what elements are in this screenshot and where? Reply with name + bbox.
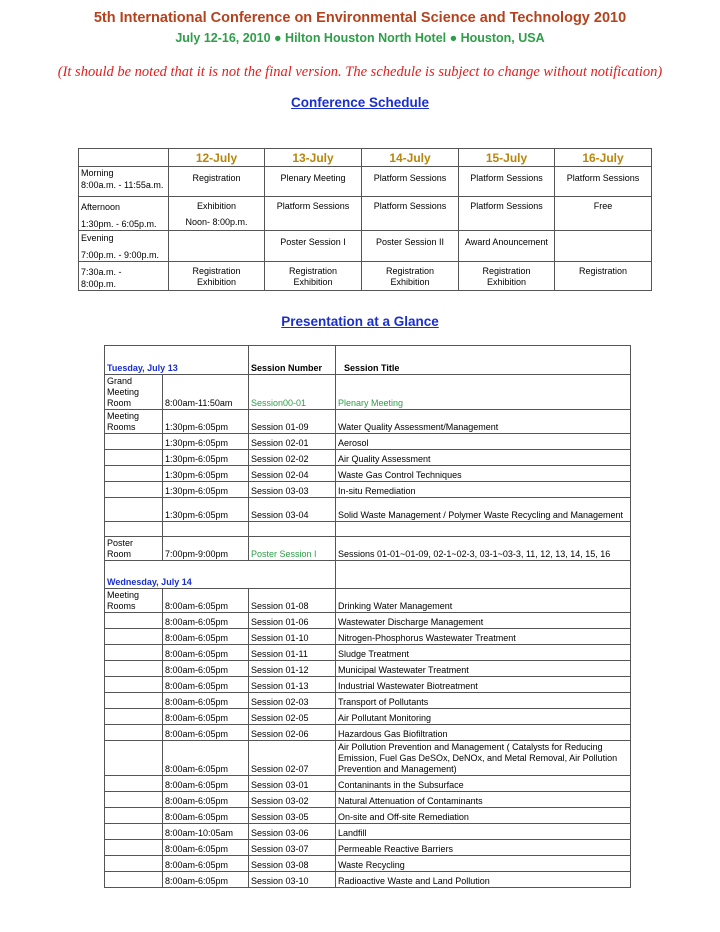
conference-title: 5th International Conference on Environmental Science and Technology 2010 [93,10,627,26]
table-row [105,792,631,808]
table-row [105,466,631,482]
spacer-row [105,522,631,537]
table-row [105,872,631,888]
row-label-time: 8:00a.m. - 11:55a.m. [81,180,164,190]
table-row [105,613,631,629]
time-cell: 8:00am-10:05am [163,824,249,840]
session-number-cell: Session 02-06 [249,725,336,741]
schedule-cell: Registration Exhibition [459,262,555,291]
schedule-cell: Platform Sessions [459,167,555,197]
time-cell: 8:00am-11:50am [163,375,249,410]
schedule-notice: (It should be noted that it is not the final version. The schedule is subject to change without notification) [57,64,663,80]
schedule-row-morning [79,167,652,197]
time-cell: 8:00am-6:05pm [163,856,249,872]
time-cell: 8:00am-6:05pm [163,808,249,824]
session-title-cell: Sessions 01-01~01-09, 02-1~02-3, 03-1~03-3, 11, 12, 13, 14, 15, 16 [336,537,631,561]
schedule-cell: Poster Session II [362,231,459,262]
table-row [105,856,631,872]
session-number-cell: Session 02-03 [249,693,336,709]
session-number-cell: Session00-01 [249,375,336,410]
schedule-row-evening [79,231,652,262]
session-title-cell: Wastewater Discharge Management [336,613,631,629]
session-number-cell: Poster Session I [249,537,336,561]
schedule-cell: Platform Sessions [362,167,459,197]
session-title-header: Session Title [336,346,631,375]
day-header: 12-July [169,149,265,167]
table-row [105,677,631,693]
row-label-name: 7:30a.m. - [81,267,122,277]
session-number-cell: Session 01-12 [249,661,336,677]
row-label-time: 8:00p.m. [81,279,117,289]
table-row [105,824,631,840]
session-title-cell: In-situ Remediation [336,482,631,498]
session-title-cell: Radioactive Waste and Land Pollution [336,872,631,888]
session-number-cell: Session 01-11 [249,645,336,661]
room-cell [105,466,163,482]
session-title-cell: Landfill [336,824,631,840]
time-cell: 8:00am-6:05pm [163,840,249,856]
schedule-cell: Plenary Meeting [265,167,362,197]
room-cell: Meeting Rooms [105,410,163,434]
time-cell: 1:30pm-6:05pm [163,410,249,434]
session-title-cell: Water Quality Assessment/Management [336,410,631,434]
session-title-cell: Municipal Wastewater Treatment [336,661,631,677]
schedule-cell: Free [555,197,652,231]
row-label-name: Afternoon [81,202,121,212]
session-number-cell: Session 01-10 [249,629,336,645]
schedule-row-daily [79,262,652,291]
session-number-cell: Session 03-05 [249,808,336,824]
table-row [105,661,631,677]
row-label-name: Morning [81,168,114,178]
session-title-cell: Waste Gas Control Techniques [336,466,631,482]
session-title-cell: Solid Waste Management / Polymer Waste Recycling and Management [336,498,631,522]
session-number-cell: Session 02-04 [249,466,336,482]
room-cell [105,482,163,498]
row-label [79,167,169,197]
day-header: 16-July [555,149,652,167]
table-row [105,840,631,856]
session-number-cell: Session 03-02 [249,792,336,808]
schedule-cell: Platform Sessions [459,197,555,231]
time-cell: 1:30pm-6:05pm [163,482,249,498]
time-cell: 8:00am-6:05pm [163,613,249,629]
session-number-cell: Session 02-01 [249,434,336,450]
session-number-header: Session Number [249,346,336,375]
schedule-cell [169,197,265,231]
time-cell: 8:00am-6:05pm [163,677,249,693]
time-cell: 8:00am-6:05pm [163,589,249,613]
schedule-cell: Registration [169,167,265,197]
session-title-cell: Waste Recycling [336,856,631,872]
conference-schedule-table [78,148,652,291]
session-number-cell: Session 01-06 [249,613,336,629]
time-cell: 8:00am-6:05pm [163,629,249,645]
room-cell: Grand Meeting Room [105,375,163,410]
schedule-cell: Registration [555,262,652,291]
schedule-cell: Registration Exhibition [265,262,362,291]
conference-schedule-heading[interactable]: Conference Schedule [290,95,430,110]
session-number-cell: Session 03-06 [249,824,336,840]
table-row [105,482,631,498]
time-cell: 7:00pm-9:00pm [163,537,249,561]
day-heading-row [105,561,631,589]
table-row [105,709,631,725]
presentation-table [104,345,631,888]
row-label-name: Evening [81,233,114,243]
room-cell [105,434,163,450]
table-row [105,450,631,466]
table-row [105,498,631,522]
schedule-header-row [79,149,652,167]
presentation-header-row [105,346,631,375]
time-cell: 1:30pm-6:05pm [163,466,249,482]
table-row [105,741,631,776]
session-title-cell: Hazardous Gas Biofiltration [336,725,631,741]
session-title-cell: Plenary Meeting [336,375,631,410]
session-title-cell: Air Pollutant Monitoring [336,709,631,725]
session-number-cell: Session 03-07 [249,840,336,856]
session-title-cell: Transport of Pollutants [336,693,631,709]
session-number-cell: Session 01-09 [249,410,336,434]
table-row [105,693,631,709]
row-label [79,231,169,262]
day-heading: Tuesday, July 13 [105,346,249,375]
poster-row [105,537,631,561]
time-cell: 1:30pm-6:05pm [163,498,249,522]
table-row [105,434,631,450]
row-label-time: 7:00p.m. - 9:00p.m. [81,250,160,260]
session-number-cell: Session 03-03 [249,482,336,498]
time-cell: 8:00am-6:05pm [163,776,249,792]
schedule-row-afternoon [79,197,652,231]
day-header: 14-July [362,149,459,167]
row-label [79,197,169,231]
session-number-cell: Session 02-05 [249,709,336,725]
session-title-cell: Nitrogen-Phosphorus Wastewater Treatment [336,629,631,645]
room-cell: Poster Room [105,537,163,561]
conference-subtitle: July 12-16, 2010 ● Hilton Houston North Hotel ● Houston, USA [175,31,545,45]
schedule-cell: Registration Exhibition [169,262,265,291]
schedule-corner-cell [79,149,169,167]
room-cell: Meeting Rooms [105,589,163,613]
day-heading: Wednesday, July 14 [105,561,249,589]
table-row [105,725,631,741]
session-title-cell: Permeable Reactive Barriers [336,840,631,856]
time-cell: 8:00am-6:05pm [163,741,249,776]
time-cell: 8:00am-6:05pm [163,709,249,725]
session-number-cell: Session 03-08 [249,856,336,872]
session-title-cell: Sludge Treatment [336,645,631,661]
schedule-cell [555,231,652,262]
table-row [105,410,631,434]
schedule-cell: Poster Session I [265,231,362,262]
table-row [105,776,631,792]
time-cell: 8:00am-6:05pm [163,661,249,677]
schedule-cell: Award Anouncement [459,231,555,262]
table-row [105,589,631,613]
schedule-cell: Platform Sessions [265,197,362,231]
presentation-glance-heading[interactable]: Presentation at a Glance [281,314,439,329]
time-cell: 1:30pm-6:05pm [163,434,249,450]
session-number-cell: Session 01-13 [249,677,336,693]
session-number-cell: Session 03-01 [249,776,336,792]
schedule-cell: Platform Sessions [362,197,459,231]
time-cell: 1:30pm-6:05pm [163,450,249,466]
time-cell: 8:00am-6:05pm [163,725,249,741]
session-title-cell: Industrial Wastewater Biotreatment [336,677,631,693]
session-title-cell: Aerosol [336,434,631,450]
session-title-cell: Contaninants in the Subsurface [336,776,631,792]
schedule-cell [169,231,265,262]
schedule-cell-text: Exhibition [196,201,237,211]
time-cell: 8:00am-6:05pm [163,792,249,808]
time-cell: 8:00am-6:05pm [163,872,249,888]
schedule-cell-note: Noon- 8:00p.m. [185,217,248,227]
session-number-cell: Session 03-04 [249,498,336,522]
row-label-time: 1:30pm. - 6:05p.m. [81,219,157,229]
schedule-cell: Platform Sessions [555,167,652,197]
session-number-cell: Session 02-07 [249,741,336,776]
session-title-cell: On-site and Off-site Remediation [336,808,631,824]
session-title-cell: Natural Attenuation of Contaminants [336,792,631,808]
table-row [105,629,631,645]
table-row [105,375,631,410]
session-number-cell: Session 02-02 [249,450,336,466]
room-cell [105,498,163,522]
session-number-cell: Session 01-08 [249,589,336,613]
time-cell: 8:00am-6:05pm [163,645,249,661]
time-cell: 8:00am-6:05pm [163,693,249,709]
row-label [79,262,169,291]
table-row [105,645,631,661]
session-title-cell: Drinking Water Management [336,589,631,613]
table-row [105,808,631,824]
session-title-cell: Air Pollution Prevention and Management ( Catalysts for Reducing Emission, Fuel Gas DeSOx, DeNOx, and Metal Removal, Air Pollution Prevention and Management) [336,741,631,776]
room-cell [105,450,163,466]
day-header: 13-July [265,149,362,167]
schedule-cell: Registration Exhibition [362,262,459,291]
session-number-cell: Session 03-10 [249,872,336,888]
day-header: 15-July [459,149,555,167]
session-title-cell: Air Quality Assessment [336,450,631,466]
